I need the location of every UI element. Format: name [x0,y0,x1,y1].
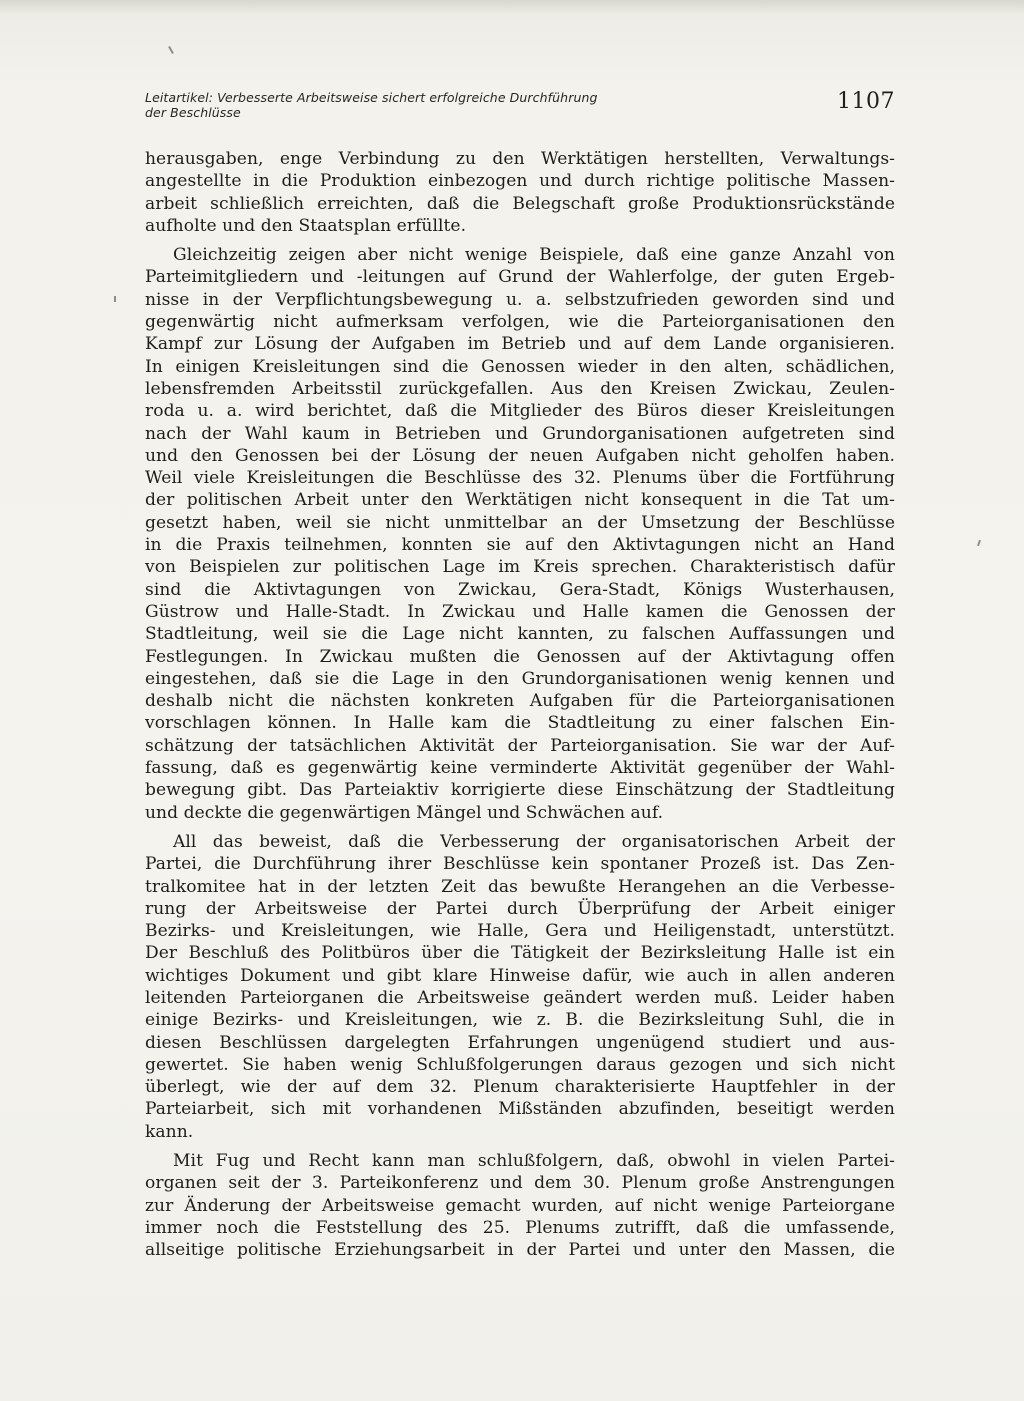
text-line: Parteimitgliedern und -leitungen auf Grund der Wahlerfolge, der guten Ergeb- [145,267,895,288]
scan-speck [168,46,174,54]
text-line: in die Praxis teilnehmen, konnten sie auf den Aktivtagungen nicht an Hand [145,535,895,556]
text-line: der politischen Arbeit unter den Werktätigen nicht konsequent in die Tat um- [145,490,895,511]
text-line: Der Beschluß des Politbüros über die Tätigkeit der Bezirksleitung Halle ist ein [145,943,895,964]
text-line: deshalb nicht die nächsten konkreten Aufgaben für die Parteiorganisationen [145,691,895,712]
text-line: einige Bezirks- und Kreisleitungen, wie z. B. die Bezirksleitung Suhl, die in [145,1010,895,1031]
page-number: 1107 [837,89,895,114]
text-line: Stadtleitung, weil sie die Lage nicht kannten, zu falschen Auffassungen und [145,624,895,645]
page-header [145,90,895,134]
text-line: und deckte die gegenwärtigen Mängel und Schwächen auf. [145,802,664,823]
text-line: All das beweist, daß die Verbesserung der organisatorischen Arbeit der [173,831,895,852]
text-line: Bezirks- und Kreisleitungen, wie Halle, Gera und Heiligenstadt, unterstützt. [145,921,895,942]
text-line: zur Änderung der Arbeitsweise gemacht wurden, auf nicht wenige Parteiorgane [145,1195,895,1216]
text-line: gegenwärtig nicht aufmerksam verfolgen, wie die Parteiorganisationen den [145,312,895,333]
running-head-line-2: der Beschlüsse [145,105,241,120]
text-line: überlegt, wie der auf dem 32. Plenum charakterisierte Hauptfehler in der [145,1077,895,1098]
text-line: angestellte in die Produktion einbezogen und durch richtige politische Massen- [145,171,895,192]
text-line: leitenden Parteiorganen die Arbeitsweise geändert werden muß. Leider haben [145,987,895,1008]
scan-speck [114,296,116,302]
text-line: rung der Arbeitsweise der Partei durch Überprüfung der Arbeit einiger [145,898,895,919]
text-line: arbeit schließlich erreichten, daß die Belegschaft große Produktionsrückstände [145,193,895,214]
text-line: roda u. a. wird berichtet, daß die Mitglieder des Büros dieser Kreisleitungen [145,401,895,422]
paragraph [145,1150,895,1261]
paragraph [145,831,895,1143]
text-line: lebensfremden Arbeitsstil zurückgefallen. Aus den Kreisen Zwickau, Zeulen- [145,378,895,399]
text-line: tralkomitee hat in der letzten Zeit das bewußte Herangehen an die Verbesse- [145,876,895,897]
text-line: sind die Aktivtagungen von Zwickau, Gera-Stadt, Königs Wusterhausen, [145,579,895,600]
text-line: allseitige politische Erziehungsarbeit in der Partei und unter den Massen, die [145,1240,895,1261]
text-line: In einigen Kreisleitungen sind die Genossen wieder in den alten, schädlichen, [145,356,895,377]
text-line: immer noch die Feststellung des 25. Plenums zutrifft, daß die umfassende, [145,1217,895,1238]
text-line: nach der Wahl kaum in Betrieben und Grundorganisationen aufgetreten sind [145,423,895,444]
text-line: und den Genossen bei der Lösung der neuen Aufgaben nicht geholfen haben. [145,445,895,466]
running-head [145,90,745,120]
text-line: Güstrow und Halle-Stadt. In Zwickau und Halle kamen die Genossen der [145,601,895,622]
text-line: organen seit der 3. Parteikonferenz und dem 30. Plenum große Anstrengungen [145,1173,895,1194]
text-line: Mit Fug und Recht kann man schlußfolgern, daß, obwohl in vielen Partei- [173,1151,895,1172]
text-line: vorschlagen können. In Halle kam die Stadtleitung zu einer falschen Ein- [145,713,895,734]
article-body [145,148,895,1269]
text-line: eingestehen, daß sie die Lage in den Grundorganisationen wenig kennen und [145,668,895,689]
text-line: aufholte und den Staatsplan erfüllte. [145,215,467,236]
text-line: gesetzt haben, weil sie nicht unmittelbar an der Umsetzung der Beschlüsse [145,512,895,533]
text-line: kann. [145,1121,194,1142]
text-line: Kampf zur Lösung der Aufgaben im Betrieb und auf dem Lande organisieren. [145,334,895,355]
text-line: gewertet. Sie haben wenig Schlußfolgerungen daraus gezogen und sich nicht [145,1054,895,1075]
text-line: Partei, die Durchführung ihrer Beschlüsse kein spontaner Prozeß ist. Das Zen- [145,854,895,875]
text-line: fassung, daß es gegenwärtig keine verminderte Aktivität gegenüber der Wahl- [145,758,895,779]
paragraph [145,148,895,237]
text-line: Parteiarbeit, sich mit vorhandenen Mißständen abzufinden, beseitigt werden [145,1099,895,1120]
scan-speck [977,540,981,546]
text-line: diesen Beschlüssen dargelegten Erfahrungen ungenügend studiert und aus- [145,1032,895,1053]
text-line: nisse in der Verpflichtungsbewegung u. a. selbstzufrieden geworden sind und [145,289,895,310]
text-line: Weil viele Kreisleitungen die Beschlüsse des 32. Plenums über die Fortführung [145,468,895,489]
text-line: schätzung der tatsächlichen Aktivität der Parteiorganisation. Sie war der Auf- [145,735,895,756]
running-head-line-1: Leitartikel: Verbesserte Arbeitsweise sichert erfolgreiche Durchführung [145,90,598,105]
text-line: Festlegungen. In Zwickau mußten die Genossen auf der Aktivtagung offen [145,646,895,667]
text-line: herausgaben, enge Verbindung zu den Werktätigen herstellten, Verwaltungs- [145,149,895,169]
paragraph [145,244,895,824]
text-line: bewegung gibt. Das Parteiaktiv korrigierte diese Einschätzung der Stadtleitung [145,780,895,801]
text-line: wichtiges Dokument und gibt klare Hinweise dafür, wie auch in allen anderen [145,965,895,986]
text-line: Gleichzeitig zeigen aber nicht wenige Beispiele, daß eine ganze Anzahl von [173,245,895,266]
scan-edge-shadow [0,0,1024,14]
text-line: von Beispielen zur politischen Lage im Kreis sprechen. Charakteristisch dafür [145,557,895,578]
